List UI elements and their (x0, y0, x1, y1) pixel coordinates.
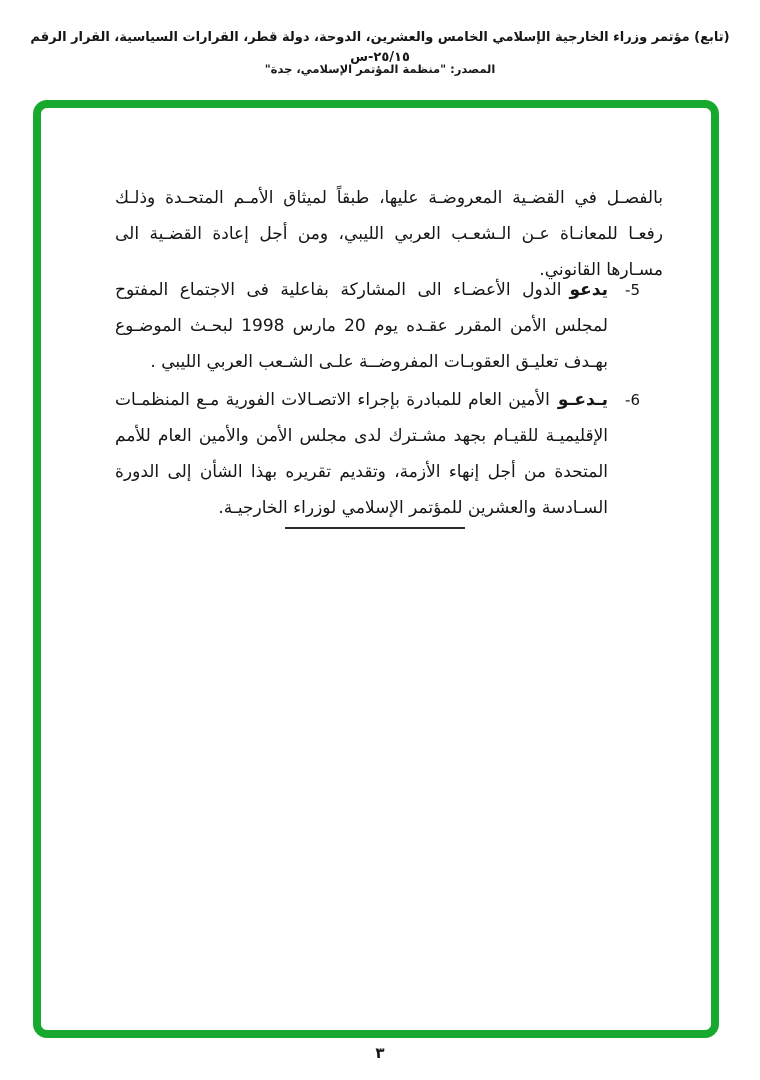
item-number: 5- (625, 281, 640, 299)
resolution-item-6 (115, 382, 663, 526)
continuation-paragraph: بالفصـل في القضـية المعروضـة عليها، طبقاً لميثاق الأمـم المتحـدة وذلـك رفعـا للمعانـاة عـن الـشعـب العربي الليبي، ومن أجل إعادة القضـية الى مسـارها القانوني. (115, 188, 663, 280)
section-divider (285, 527, 465, 529)
item-text: الأمين العام للمبادرة بإجراء الاتصـالات الفورية مـع المنظمـات الإقليميـة للقيـام بجهد مشـترك لدى مجلس الأمن والأمين العام للأمم المتحدة من أجل إنهاء الأزمة، وتقديم تقريره بهذا الشأن إلى الدورة السـادسة والعشرين للمؤتمر الإسلامي لوزراء الخارجيـة. (115, 390, 608, 518)
document-header-line: (تابع) مؤتمر وزراء الخارجية الإسلامي الخامس والعشرين، الدوحة، دولة قطر، القرارات السياسية، القرار الرقم ٢٥/١٥-س (30, 30, 730, 65)
source-line: المصدر: "منظمة المؤتمر الإسلامي، جدة" (264, 62, 496, 76)
item-lead-word: يدعو (569, 280, 608, 300)
item-text: الدول الأعضـاء الى المشاركة بفاعلية فى الاجتماع المفتوح لمجلس الأمن المقرر عقـده يوم 20 مارس 1998 لبحـث الموضـوع بهـدف تعليـق العقوبـات المفروضــة علـى الشـعب العربي الليبي . (115, 280, 608, 372)
resolution-item-5 (115, 272, 663, 380)
item-number: 6- (625, 391, 640, 409)
item-lead-word: يـدعـو (557, 390, 608, 410)
page-number: ٣ (375, 1044, 385, 1062)
